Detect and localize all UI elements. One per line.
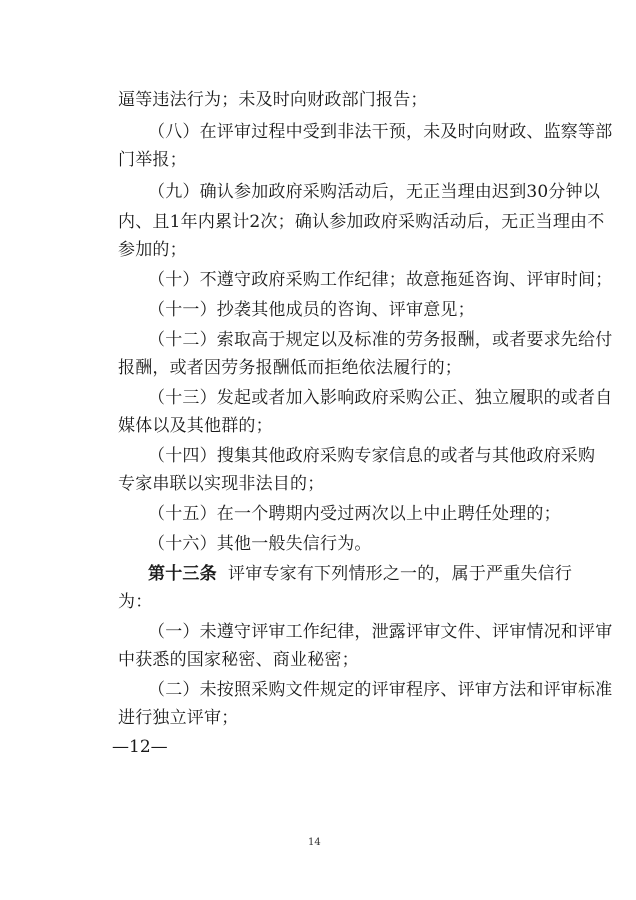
text-line: 中获悉的国家秘密、商业秘密； <box>118 650 359 670</box>
article-label: 第十三条 <box>148 564 217 584</box>
text-line: （十四）搜集其他政府采购专家信息的或者与其他政府采购 <box>148 446 596 466</box>
page-number: —12— <box>112 737 168 757</box>
text-line: （十三）发起或者加入影响政府采购公正、独立履职的或者自 <box>148 388 613 408</box>
text-line: （十五）在一个聘期内受过两次以上中止聘任处理的； <box>148 504 561 524</box>
text-line: 专家串联以实现非法目的； <box>118 474 325 494</box>
text-line: 内、且1年内累计2次；确认参加政府采购活动后，无正当理由不 <box>118 212 605 232</box>
text-line: 媒体以及其他群的； <box>118 416 273 436</box>
text-line: （八）在评审过程中受到非法干预，未及时向财政、监察等部 <box>148 122 613 142</box>
text-line: （二）未按照采购文件规定的评审程序、评审方法和评审标准 <box>148 680 613 700</box>
scan-page-number: 14 <box>308 837 321 848</box>
text-line: 为： <box>118 592 153 612</box>
text-line: 参加的； <box>118 240 187 260</box>
text-line: （九）确认参加政府采购活动后，无正当理由迟到30分钟以 <box>148 182 601 202</box>
text-line: 门举报； <box>118 150 187 170</box>
text-line: 报酬，或者因劳务报酬低而拒绝依法履行的； <box>118 358 462 378</box>
text-line: （十六）其他一般失信行为。 <box>148 534 372 554</box>
article-line <box>148 562 573 586</box>
text-line: （一）未遵守评审工作纪律，泄露评审文件、评审情况和评审 <box>148 622 613 642</box>
article-text: 评审专家有下列情形之一的，属于严重失信行 <box>228 564 573 584</box>
text-line: （十）不遵守政府采购工作纪律；故意拖延咨询、评审时间； <box>148 270 613 290</box>
text-line: 逼等违法行为；未及时向财政部门报告； <box>118 90 428 110</box>
text-line: 进行独立评审； <box>118 708 239 728</box>
text-line: （十一）抄袭其他成员的咨询、评审意见； <box>148 300 475 320</box>
text-line: （十二）索取高于规定以及标准的劳务报酬，或者要求先给付 <box>148 330 613 350</box>
